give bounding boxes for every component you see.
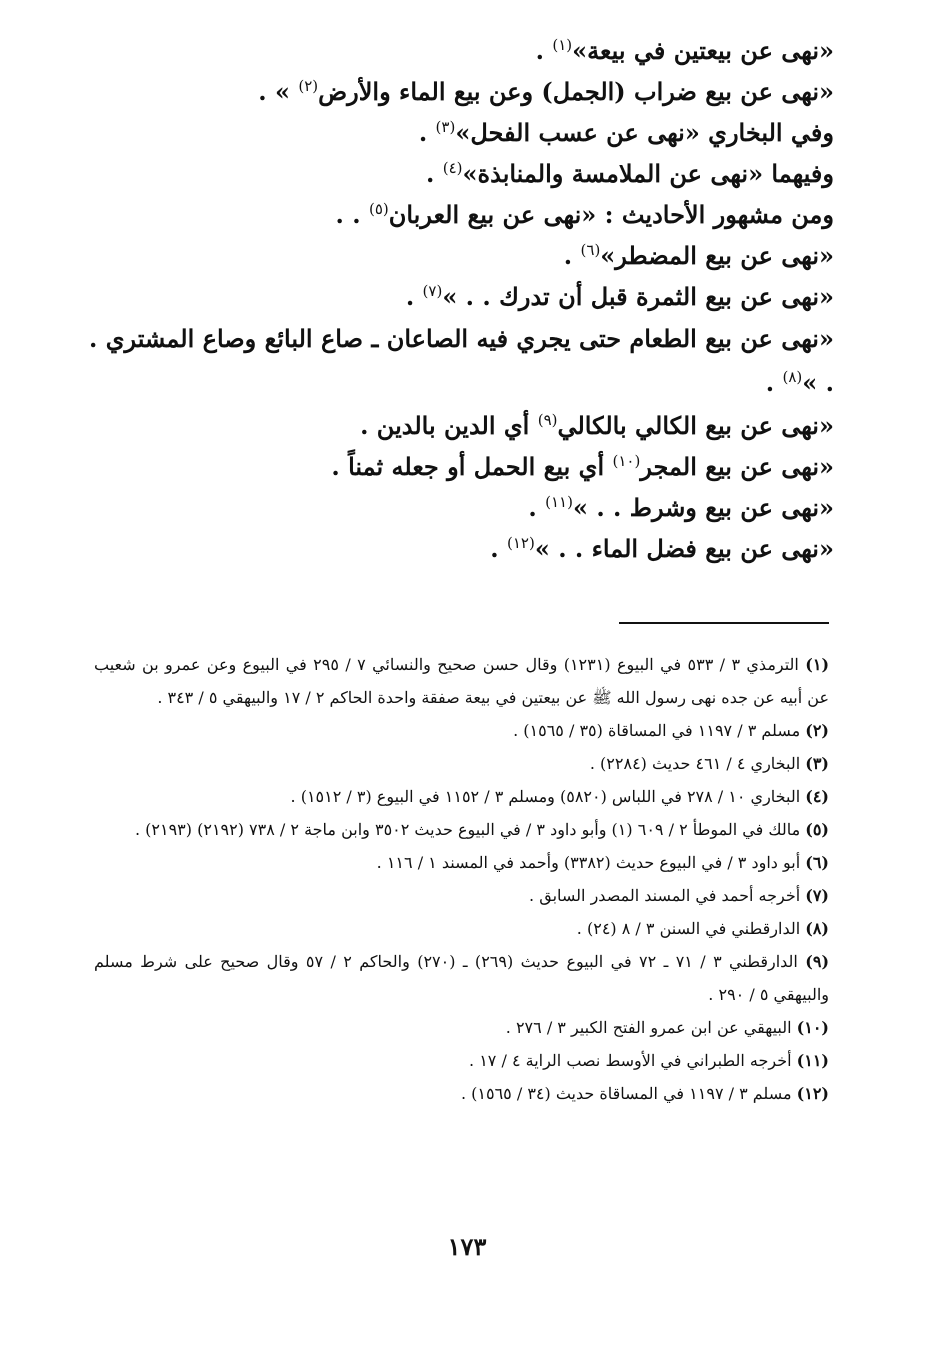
footnote-5 bbox=[94, 813, 829, 846]
line-tail: . bbox=[528, 493, 546, 522]
footnote-number: (٦) bbox=[805, 853, 829, 872]
footnote-divider bbox=[619, 622, 829, 624]
line-text: «نهى عن بيع وشرط . . » bbox=[572, 493, 834, 522]
main-line-5 bbox=[89, 194, 834, 235]
main-line-1 bbox=[89, 30, 834, 71]
footnote-number: (٢) bbox=[805, 721, 829, 740]
footnote-ref: (٧) bbox=[422, 282, 443, 300]
footnote-text: البخاري ١٠ / ٢٧٨ في اللباس (٥٨٢٠) ومسلم ٣ / ١١٥٢ في البيوع (٣ / ١٥١٢) . bbox=[290, 787, 801, 806]
main-line-12 bbox=[89, 528, 834, 569]
footnote-ref: (٦) bbox=[580, 241, 601, 259]
main-line-2 bbox=[89, 71, 834, 112]
footnote-text: مالك في الموطأ ٢ / ٦٠٩ (١) وأبو داود ٣ / في البيوع حديث ٣٥٠٢ وابن ماجة ٢ / ٧٣٨ (٢١٩٢) (٢١٩٣) . bbox=[134, 820, 801, 839]
line-tail: . bbox=[405, 282, 423, 311]
footnote-ref: (٨) bbox=[782, 368, 803, 386]
line-tail: » . bbox=[258, 77, 299, 106]
line-tail: . bbox=[535, 36, 553, 65]
footnote-ref: (١) bbox=[552, 36, 573, 54]
footnote-number: (١١) bbox=[796, 1051, 829, 1070]
footnote-ref: (١٠) bbox=[612, 452, 641, 470]
main-line-10 bbox=[89, 446, 834, 487]
main-line-9 bbox=[89, 405, 834, 446]
line-text: «نهى عن بيع فضل الماء . . » bbox=[534, 534, 834, 563]
footnote-11 bbox=[94, 1044, 829, 1077]
footnote-text: الدارقطني ٣ / ٧١ ـ ٧٢ في البيوع حديث (٢٦٩) ـ (٢٧٠) والحاكم ٢ / ٥٧ وقال صحيح على شرط مسلم والبيهقي ٥ / ٢٩٠ . bbox=[94, 952, 829, 1004]
line-tail: . bbox=[490, 534, 507, 563]
line-text: «نهى عن بيعتين في بيعة» bbox=[572, 36, 834, 65]
footnote-ref: (١٢) bbox=[507, 534, 535, 552]
line-text: «نهى عن بيع الكالي بالكالي bbox=[557, 411, 834, 440]
footnote-text: أبو داود ٣ / في البيوع حديث (٣٣٨٢) وأحمد في المسند ١ / ١١٦ . bbox=[376, 853, 801, 872]
footnote-text: البخاري ٤ / ٤٦١ حديث (٢٢٨٤) . bbox=[589, 754, 801, 773]
footnote-1 bbox=[94, 648, 829, 714]
footnote-2 bbox=[94, 714, 829, 747]
footnote-10 bbox=[94, 1011, 829, 1044]
line-tail: أي بيع الحمل أو جعله ثمناً . bbox=[331, 452, 613, 481]
main-line-6 bbox=[89, 235, 834, 276]
footnote-number: (٧) bbox=[805, 886, 829, 905]
main-text bbox=[89, 30, 834, 569]
footnote-text: البيهقي عن ابن عمرو الفتح الكبير ٣ / ٢٧٦ . bbox=[505, 1018, 792, 1037]
line-text: «نهى عن بيع ضراب (الجمل) وعن بيع الماء والأرض bbox=[318, 77, 834, 106]
footnote-text: أخرجه أحمد في المسند المصدر السابق . bbox=[529, 886, 801, 905]
footnote-ref: (١١) bbox=[545, 493, 573, 511]
line-text: «نهى عن بيع المضطر» bbox=[600, 241, 834, 270]
line-tail: . bbox=[426, 159, 443, 188]
footnote-number: (٨) bbox=[805, 919, 829, 938]
footnotes bbox=[94, 648, 829, 1110]
footnote-6 bbox=[94, 846, 829, 879]
line-tail: . bbox=[418, 118, 436, 147]
main-line-7 bbox=[89, 276, 834, 317]
footnote-number: (١) bbox=[805, 655, 830, 674]
line-tail: . bbox=[765, 368, 783, 397]
line-text: وفيهما «نهى عن الملامسة والمنابذة» bbox=[462, 159, 834, 188]
main-line-3 bbox=[89, 112, 834, 153]
footnote-7 bbox=[94, 879, 829, 912]
footnote-8 bbox=[94, 912, 829, 945]
footnote-text: أخرجه الطبراني في الأوسط نصب الراية ٤ / ١٧ . bbox=[469, 1051, 792, 1070]
footnote-12 bbox=[94, 1077, 829, 1110]
footnote-text: الترمذي ٣ / ٥٣٣ في البيوع (١٢٣١) وقال حسن صحيح والنسائي ٧ / ٢٩٥ في البيوع وعن عمرو بن شعيب عن أبيه عن جده نهى رسول الله ﷺ عن بيعتين في بيعة صفقة واحدة الحاكم ٢ / ١٧ والبيهقي ٥ / ٣٤٣ . bbox=[94, 655, 829, 707]
footnote-ref: (٣) bbox=[435, 118, 456, 136]
line-tail: أي الدين بالدين . bbox=[360, 411, 538, 440]
footnote-9 bbox=[94, 945, 829, 1011]
line-text: «نهى عن بيع الثمرة قبل أن تدرك . . » bbox=[442, 282, 834, 311]
footnote-ref: (٤) bbox=[442, 159, 463, 177]
footnote-number: (٩) bbox=[805, 952, 830, 971]
main-line-4 bbox=[89, 153, 834, 194]
line-text: «نهى عن بيع المجر bbox=[640, 452, 834, 481]
footnote-ref: (٢) bbox=[298, 77, 319, 95]
footnote-number: (١٠) bbox=[796, 1018, 829, 1037]
main-line-11 bbox=[89, 487, 834, 528]
line-text: «نهى عن بيع الطعام حتى يجري فيه الصاعان ـ صاع البائع وصاع المشتري . . » bbox=[89, 324, 834, 397]
footnote-ref: (٩) bbox=[537, 411, 558, 429]
footnote-text: الدارقطني في السنن ٣ / ٨ (٢٤) . bbox=[576, 919, 801, 938]
footnote-number: (٤) bbox=[805, 787, 829, 806]
footnote-ref: (٥) bbox=[368, 200, 389, 218]
footnote-3 bbox=[94, 747, 829, 780]
line-tail: . bbox=[563, 241, 581, 270]
page-number: ١٧٣ bbox=[447, 1232, 487, 1261]
footnote-number: (٣) bbox=[805, 754, 829, 773]
line-tail: . . bbox=[335, 200, 369, 229]
line-text: ومن مشهور الأحاديث : «نهى عن بيع العربان bbox=[388, 200, 834, 229]
footnote-text: مسلم ٣ / ١١٩٧ في المساقاة (٣٥ / ١٥٦٥) . bbox=[513, 721, 801, 740]
footnote-4 bbox=[94, 780, 829, 813]
line-text: وفي البخاري «نهى عن عسب الفحل» bbox=[455, 118, 834, 147]
footnote-number: (١٢) bbox=[796, 1084, 829, 1103]
main-line-8 bbox=[89, 317, 834, 405]
footnote-number: (٥) bbox=[805, 820, 829, 839]
footnote-text: مسلم ٣ / ١١٩٧ في المساقاة حديث (٣٤ / ١٥٦٥) . bbox=[460, 1084, 792, 1103]
